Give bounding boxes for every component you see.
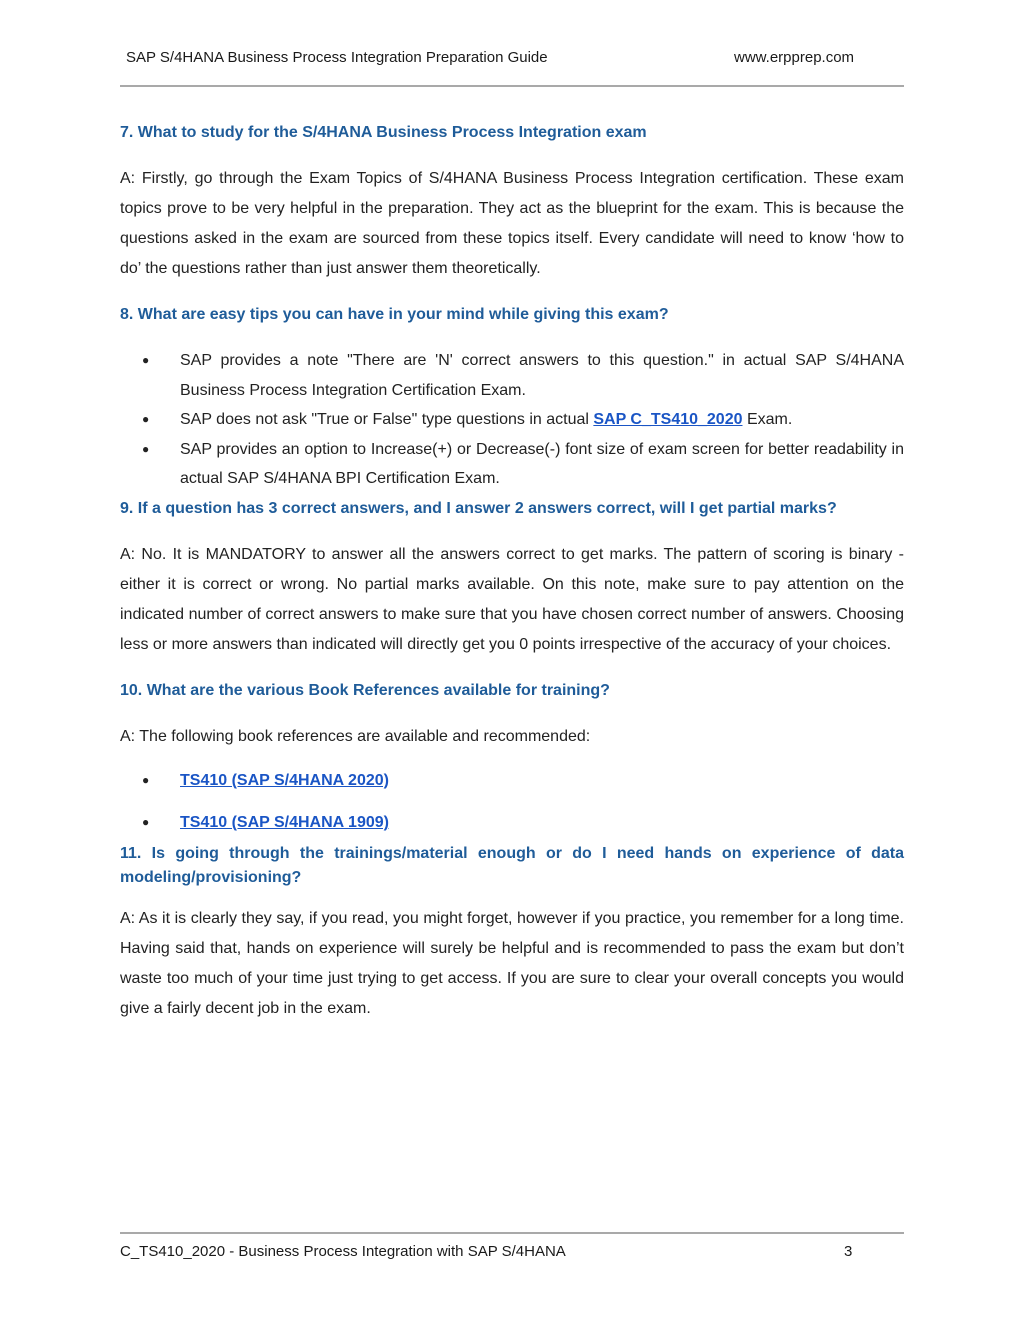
list-item <box>120 435 904 494</box>
header-divider <box>120 85 904 87</box>
bullet-icon: ● <box>142 441 150 456</box>
bullet-icon: ● <box>142 815 150 829</box>
question-8-heading: 8. What are easy tips you can have in your mind while giving this exam? <box>120 306 669 323</box>
book-references-list <box>120 766 904 838</box>
book-reference-link[interactable]: TS410 (SAP S/4HANA 1909) <box>180 814 389 831</box>
bullet-icon: ● <box>142 353 150 367</box>
tip-text-after: Exam. <box>742 411 793 428</box>
question-7-heading: 7. What to study for the S/4HANA Business Process Integration exam <box>120 124 647 141</box>
footer-text: C_TS410_2020 - Business Process Integration with SAP S/4HANA <box>120 1243 566 1260</box>
header-website: www.erpprep.com <box>734 49 855 66</box>
header-title: SAP S/4HANA Business Process Integration Preparation Guide <box>126 49 548 66</box>
list-item <box>120 808 904 838</box>
tip-text-before: SAP does not ask "True or False" type questions in actual <box>180 411 594 428</box>
tip-text: SAP provides a note "There are 'N' correct answers to this question." in actual SAP S/4HANA Business Process Integration Certification Exam. <box>180 352 904 399</box>
document-page <box>120 0 904 1325</box>
question-11-answer: A: As it is clearly they say, if you read, you might forget, however if you practice, you remember for a long time. Having said that, hands on experience will surely be helpful and is recommended to pass the exam but don’t waste too much of your time just trying to get access. If you are sure to clear your overall concepts you would give a fairly decent job in the exam. <box>120 909 904 1017</box>
question-11-heading: 11. Is going through the trainings/material enough or do I need hands on experience of data modeling/provisioning? <box>120 844 904 886</box>
bullet-icon: ● <box>142 772 150 787</box>
page-header <box>120 49 904 69</box>
tip-text: SAP provides an option to Increase(+) or Decrease(-) font size of exam screen for better readability in actual SAP S/4HANA BPI Certification Exam. <box>180 440 904 487</box>
list-item <box>120 346 904 405</box>
question-10-answer: A: The following book references are available and recommended: <box>120 727 591 745</box>
footer-divider <box>120 1232 904 1234</box>
bullet-icon: ● <box>142 412 150 426</box>
book-reference-link[interactable]: TS410 (SAP S/4HANA 2020) <box>180 771 389 789</box>
question-7-answer: A: Firstly, go through the Exam Topics of S/4HANA Business Process Integration certification. These exam topics prove to be very helpful in the preparation. They act as the blueprint for the exam. This is because the questions asked in the exam are sourced from these topics itself. Every candidate will need to know ‘how to do’ the questions rather than just answer them theoretically. <box>120 170 904 277</box>
question-9-heading: 9. If a question has 3 correct answers, and I answer 2 answers correct, will I get partial marks? <box>120 499 837 517</box>
page-number: 3 <box>844 1243 853 1260</box>
exam-link[interactable]: SAP C_TS410_2020 <box>593 411 743 428</box>
page-content <box>120 118 904 1024</box>
question-9-answer: A: No. It is MANDATORY to answer all the answers correct to get marks. The pattern of scoring is binary - either it is correct or wrong. No partial marks available. On this note, make sure to pay attention on the indicated number of correct answers to make sure that you have chosen correct number of answers. Choosing less or more answers than indicated will directly get you 0 points irrespective of the accuracy of your choices. <box>120 545 904 653</box>
list-item <box>120 405 904 435</box>
question-8-tips-list <box>120 346 904 494</box>
list-item <box>120 766 904 796</box>
question-10-heading: 10. What are the various Book References available for training? <box>120 681 610 699</box>
